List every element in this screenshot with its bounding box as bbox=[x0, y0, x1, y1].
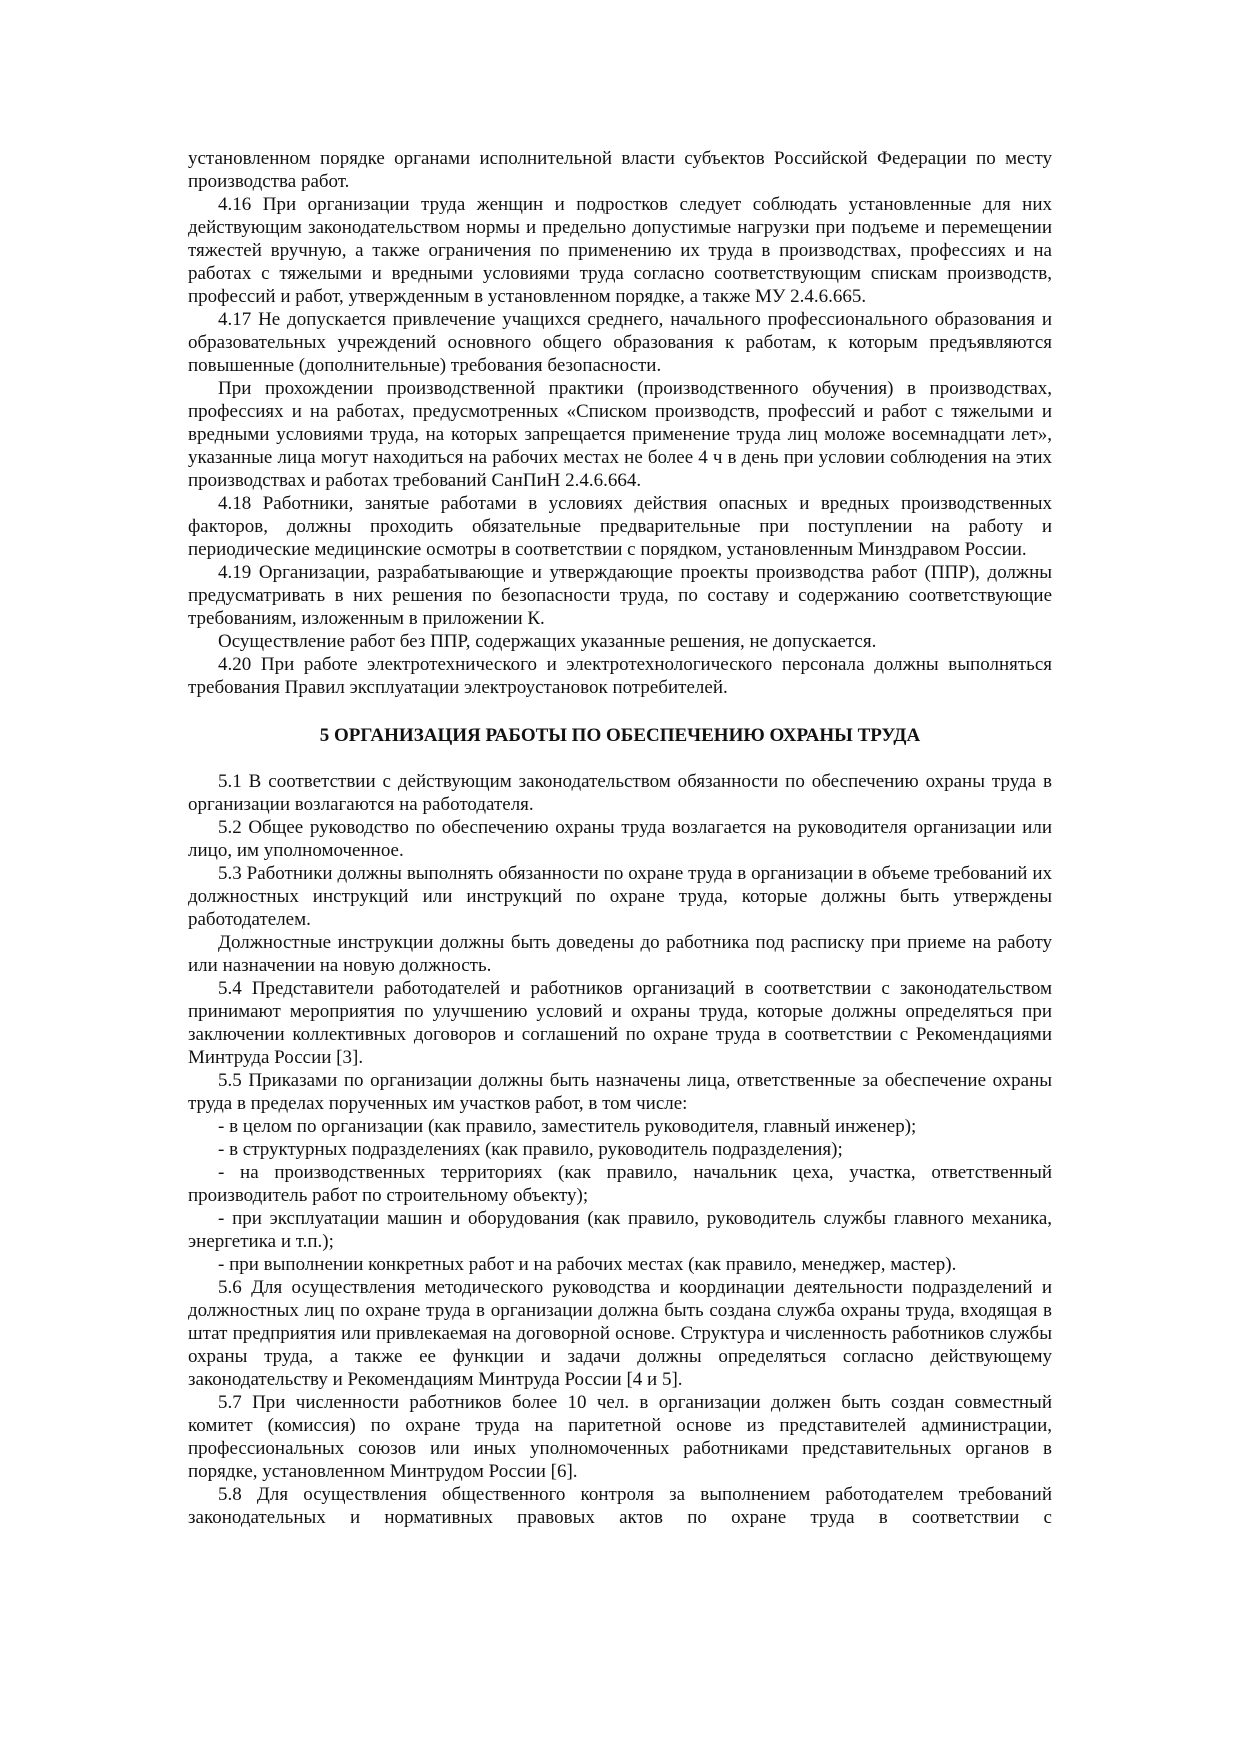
paragraph-4-20: 4.20 При работе электротехнического и электротехнологического персонала должны выполняться требования Правил эксплуатации электроустановок потребителей. bbox=[188, 654, 1052, 698]
section-5-heading: 5 ОРГАНИЗАЦИЯ РАБОТЫ ПО ОБЕСПЕЧЕНИЮ ОХРАНЫ ТРУДА bbox=[319, 725, 921, 746]
paragraph-5-6: 5.6 Для осуществления методического руководства и координации деятельности подразделений и должностных лиц по охране труда в организации должна быть создана служба охраны труда, входящая в штат предприятия или привлекаемая на договорной основе. Структура и численность работников службы охраны труда, а также ее функции и задачи должны определяться согласно действующему законодательству и Рекомендациям Минтруда России [4 и 5]. bbox=[188, 1277, 1052, 1390]
paragraph-4-18: 4.18 Работники, занятые работами в условиях действия опасных и вредных производственных факторов, должны проходить обязательные предварительные при поступлении на работу и периодические медицинские осмотры в соответствии с порядком, установленным Минздравом России. bbox=[188, 493, 1052, 560]
list-item-5-5-a: - в целом по организации (как правило, заместитель руководителя, главный инженер); bbox=[218, 1116, 917, 1137]
list-item-5-5-e: - при выполнении конкретных работ и на рабочих местах (как правило, менеджер, мастер). bbox=[218, 1254, 957, 1275]
list-item-5-5-d: - при эксплуатации машин и оборудования (как правило, руководитель службы главного механика, энергетика и т.п.); bbox=[188, 1208, 1052, 1252]
paragraph-5-1: 5.1 В соответствии с действующим законодательством обязанности по обеспечению охраны труда в организации возлагаются на работодателя. bbox=[188, 771, 1052, 815]
list-item-5-5-c: - на производственных территориях (как правило, начальник цеха, участка, ответственный производитель работ по строительному объекту); bbox=[188, 1162, 1052, 1206]
section-5-body bbox=[188, 770, 1052, 1529]
paragraph-5-4: 5.4 Представители работодателей и работников организаций в соответствии с законодательством принимают мероприятия по улучшению условий и охраны труда, которые должны определяться при заключении коллективных договоров и соглашений по охране труда в соответствии с Рекомендациями Минтруда России [3]. bbox=[188, 978, 1052, 1068]
list-item-5-5-b: - в структурных подразделениях (как правило, руководитель подразделения); bbox=[218, 1139, 843, 1160]
section-4-continuation bbox=[188, 147, 1052, 699]
paragraph-4-16: 4.16 При организации труда женщин и подростков следует соблюдать установленные для них действующим законодательством нормы и предельно допустимые нагрузки при подъеме и перемещении тяжестей вручную, а также ограничения по применению их труда в производствах, профессиях и на работах с тяжелыми и вредными условиями труда согласно соответствующим спискам производств, профессий и работ, утвержденным в установленном порядке, а также МУ 2.4.6.665. bbox=[188, 194, 1052, 307]
paragraph-4-19: 4.19 Организации, разрабатывающие и утверждающие проекты производства работ (ППР), должны предусматривать в них решения по безопасности труда, по составу и содержанию соответствующие требованиям, изложенным в приложении К. bbox=[188, 562, 1052, 629]
paragraph-5-8: 5.8 Для осуществления общественного контроля за выполнением работодателем требований законодательных и нормативных правовых актов по охране труда в соответствии с bbox=[188, 1484, 1052, 1528]
paragraph-4-15-continuation: установленном порядке органами исполнительной власти субъектов Российской Федерации по месту производства работ. bbox=[188, 148, 1052, 192]
paragraph-5-2: 5.2 Общее руководство по обеспечению охраны труда возлагается на руководителя организации или лицо, им уполномоченное. bbox=[188, 817, 1052, 861]
paragraph-5-7: 5.7 При численности работников более 10 чел. в организации должен быть создан совместный комитет (комиссия) по охране труда на паритетной основе из представителей администрации, профессиональных союзов или иных уполномоченных работниками представительных органов в порядке, установленном Минтрудом России [6]. bbox=[188, 1392, 1052, 1482]
paragraph-5-5: 5.5 Приказами по организации должны быть назначены лица, ответственные за обеспечение охраны труда в пределах порученных им участков работ, в том числе: bbox=[188, 1070, 1052, 1114]
document-page bbox=[188, 147, 1052, 1529]
paragraph-4-17: 4.17 Не допускается привлечение учащихся среднего, начального профессионального образования и образовательных учреждений основного общего образования к работам, к которым предъявляются повышенные (дополнительные) требования безопасности. bbox=[188, 309, 1052, 376]
paragraph-5-3: 5.3 Работники должны выполнять обязанности по охране труда в организации в объеме требований их должностных инструкций или инструкций по охране труда, которые должны быть утверждены работодателем. bbox=[188, 863, 1052, 930]
paragraph-4-17-practice: При прохождении производственной практики (производственного обучения) в производствах, профессиях и на работах, предусмотренных «Списком производств, профессий и работ с тяжелыми и вредными условиями труда, на которых запрещается применение труда лиц моложе восемнадцати лет», указанные лица могут находиться на рабочих местах не более 4 ч в день при условии соблюдения на этих производствах и работах требований СанПиН 2.4.6.664. bbox=[188, 378, 1052, 491]
paragraph-5-3-note: Должностные инструкции должны быть доведены до работника под расписку при приеме на работу или назначении на новую должность. bbox=[188, 932, 1052, 976]
paragraph-4-19-note: Осуществление работ без ППР, содержащих указанные решения, не допускается. bbox=[218, 631, 877, 652]
